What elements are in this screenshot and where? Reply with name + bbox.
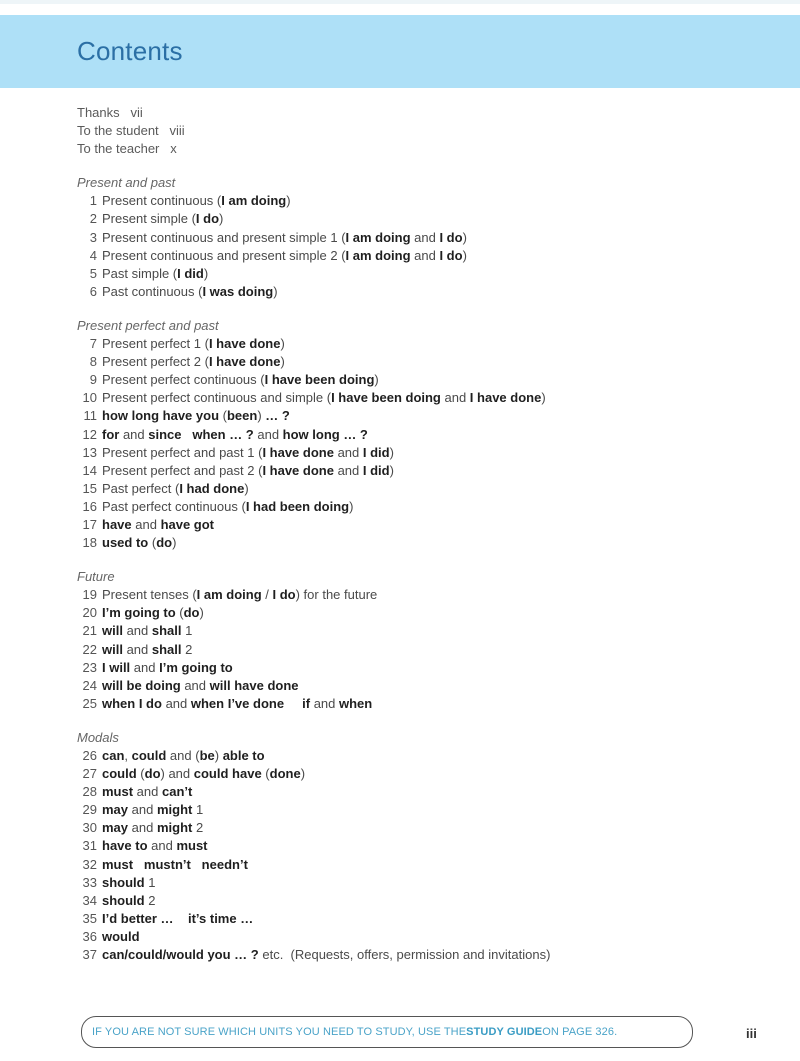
unit-entry[interactable]: [77, 229, 757, 247]
unit-title-text: [284, 696, 302, 711]
unit-title-keyword: I have done: [262, 444, 334, 460]
unit-title-text: and: [440, 390, 470, 406]
unit-entry[interactable]: [77, 265, 757, 283]
unit-entry[interactable]: [77, 928, 757, 946]
unit-number: 11: [83, 408, 97, 424]
unit-number: 12: [82, 426, 97, 442]
unit-title-text: and: [310, 695, 339, 711]
front-matter-label: To the student: [77, 123, 159, 139]
unit-number: 31: [82, 838, 97, 854]
unit-number: 6: [89, 283, 97, 299]
unit-title: [102, 389, 546, 407]
unit-title-keyword: I have done: [469, 390, 542, 406]
unit-title-keyword: when: [339, 695, 373, 711]
unit-title-text: and: [131, 516, 161, 532]
unit-title-keyword: have: [102, 516, 132, 532]
unit-title-text: ): [219, 211, 224, 227]
unit-number: 7: [89, 336, 97, 352]
unit-number: 24: [82, 677, 97, 693]
unit-entry[interactable]: [77, 534, 757, 552]
unit-title: [102, 695, 372, 713]
unit-title-text: and: [333, 462, 363, 478]
unit-title-keyword: shall: [151, 641, 182, 657]
unit-title: [102, 283, 278, 301]
unit-title-keyword: I do: [272, 587, 296, 603]
unit-number: 15: [82, 480, 97, 496]
unit-title-keyword: must: [102, 784, 134, 800]
unit-entry[interactable]: [77, 946, 757, 964]
unit-title-keyword: I have done: [262, 462, 334, 478]
unit-title-keyword: I did: [362, 444, 390, 460]
unit-entry[interactable]: [77, 783, 757, 801]
unit-title-keyword: I am doing: [345, 229, 411, 245]
unit-title-keyword: should: [102, 874, 145, 890]
unit-title: [102, 210, 223, 228]
unit-title-keyword: for: [102, 426, 120, 442]
unit-title-text: and: [161, 695, 191, 711]
unit-title-text: Past simple (: [102, 265, 178, 281]
unit-title-keyword: might: [156, 820, 193, 836]
unit-number: 34: [82, 892, 97, 908]
unit-title-text: ) and: [160, 766, 194, 782]
unit-title: [102, 229, 467, 247]
unit-title: [102, 874, 155, 892]
unit-title-keyword: shall: [151, 623, 182, 639]
unit-number: 30: [82, 820, 97, 836]
unit-title-text: and: [128, 820, 157, 836]
unit-number: 16: [82, 498, 97, 514]
unit-title-text: Past perfect continuous (: [102, 498, 246, 514]
unit-number: 5: [89, 265, 97, 281]
unit-title: [102, 247, 467, 265]
unit-title-keyword: I will: [102, 659, 131, 675]
unit-title-text: and: [410, 229, 440, 245]
unit-number: 1: [89, 193, 97, 209]
unit-title-keyword: able to: [222, 748, 265, 763]
unit-title: [102, 801, 203, 819]
unit-title-text: Present continuous (: [102, 193, 222, 209]
unit-title-keyword: I had done: [179, 480, 245, 496]
unit-title-text: and: [122, 623, 152, 639]
unit-title: [102, 783, 192, 801]
unit-number: 26: [82, 748, 97, 763]
unit-title-text: ): [374, 372, 379, 388]
unit-title-keyword: when I’ve done: [190, 695, 285, 711]
unit-title-text: and: [410, 247, 440, 263]
contents-list: [77, 104, 757, 964]
unit-title-text: /: [261, 587, 273, 603]
unit-title-text: Present perfect 1 (: [102, 336, 209, 352]
unit-title-text: (: [219, 408, 227, 424]
unit-title-text: ): [199, 605, 204, 621]
unit-title-keyword: I am doing: [196, 587, 262, 603]
unit-title: [102, 534, 176, 552]
unit-entry[interactable]: [77, 604, 757, 622]
unit-entry[interactable]: [77, 765, 757, 783]
study-guide-note-page: ON PAGE 326.: [542, 1026, 618, 1038]
front-matter-label: Thanks: [77, 105, 120, 120]
unit-title: [102, 659, 233, 677]
unit-title-text: ): [462, 229, 467, 245]
unit-number: 13: [82, 444, 97, 460]
unit-title-text: ): [257, 408, 266, 424]
unit-title: [102, 622, 192, 640]
section-heading: Future: [77, 569, 115, 585]
unit-title-keyword: I do: [195, 211, 220, 227]
unit-number: 27: [82, 766, 97, 782]
front-matter: [77, 104, 757, 158]
unit-title: [102, 604, 204, 622]
unit-title-keyword: have to: [102, 838, 148, 854]
unit-title: [102, 892, 155, 910]
section-heading: Present and past: [77, 175, 176, 191]
unit-title: [102, 444, 394, 462]
unit-title: [102, 677, 299, 695]
unit-title: [102, 426, 368, 444]
section-heading: Present perfect and past: [77, 317, 219, 333]
unit-title: [102, 765, 305, 783]
unit-entry[interactable]: [77, 516, 757, 534]
page-title: Contents: [77, 36, 183, 66]
unit-title: [102, 928, 140, 946]
unit-entry[interactable]: [77, 641, 757, 659]
unit-title-keyword: will have done: [209, 677, 299, 693]
unit-number: 9: [89, 372, 97, 388]
unit-title-text: [182, 427, 193, 442]
unit-title-text: Present perfect continuous and simple (: [102, 390, 332, 406]
unit-title-text: Past perfect (: [102, 480, 180, 496]
unit-title-text: (: [175, 605, 184, 621]
unit-title-keyword: may: [102, 802, 129, 818]
unit-title-keyword: I do: [439, 247, 463, 263]
unit-number: 37: [82, 947, 97, 963]
unit-title-text: Present perfect continuous (: [102, 372, 265, 388]
front-matter-page: viii: [169, 123, 185, 139]
unit-entry[interactable]: [77, 659, 757, 677]
unit-title-text: ): [244, 480, 249, 496]
unit-title-keyword: I do: [439, 229, 463, 245]
unit-title-keyword: will: [102, 641, 123, 657]
section-heading: Modals: [77, 729, 119, 745]
unit-title: [102, 516, 214, 534]
unit-title-keyword: I’m going to: [102, 605, 176, 621]
unit-title-keyword: can’t: [161, 784, 193, 800]
unit-entry[interactable]: [77, 192, 757, 210]
unit-title-text: etc. (Requests, offers, permission and invitations): [258, 947, 551, 963]
unit-number: 29: [82, 802, 97, 818]
unit-title-keyword: I had been doing: [245, 498, 350, 514]
unit-title-text: Present simple (: [102, 211, 196, 227]
unit-title-keyword: how long have you: [102, 408, 220, 424]
unit-title-keyword: I have been doing: [264, 372, 375, 388]
unit-number: 35: [82, 910, 97, 926]
unit-entry[interactable]: [77, 856, 757, 874]
unit-title-keyword: could have: [193, 766, 262, 782]
unit-entry[interactable]: [77, 247, 757, 265]
unit-title-text: ): [389, 444, 394, 460]
unit-number: 36: [82, 928, 97, 944]
unit-title-text: ): [462, 247, 467, 263]
unit-title: [102, 747, 265, 765]
unit-entry[interactable]: [77, 335, 757, 353]
unit-title: [102, 946, 550, 964]
unit-title-keyword: if: [302, 695, 311, 711]
unit-title-text: and (: [166, 748, 200, 763]
unit-title-text: ): [300, 766, 306, 782]
unit-title-keyword: could: [102, 766, 137, 782]
unit-title-text: ): [203, 265, 209, 281]
unit-number: 3: [89, 229, 97, 245]
unit-title-text: ) for the future: [295, 587, 378, 603]
unit-number: 32: [82, 856, 97, 872]
unit-title-text: 2: [192, 820, 204, 836]
unit-entry[interactable]: [77, 426, 757, 444]
study-guide-note-text: IF YOU ARE NOT SURE WHICH UNITS YOU NEED TO STUDY, USE THE: [92, 1026, 467, 1038]
front-matter-to-the-student[interactable]: [77, 122, 757, 140]
unit-title-text: 1: [144, 874, 156, 890]
unit-title-keyword: do: [183, 605, 200, 621]
unit-title-text: Present perfect and past 1 (: [102, 444, 263, 460]
unit-title-text: 1: [181, 623, 193, 639]
unit-number: 23: [82, 659, 97, 675]
unit-entry[interactable]: [77, 910, 757, 928]
unit-title-text: ,: [124, 748, 132, 763]
unit-title-keyword: I was doing: [202, 283, 274, 299]
unit-number: 18: [82, 535, 97, 551]
unit-title-text: Present continuous and present simple 2 (: [102, 247, 346, 263]
unit-number: 21: [82, 623, 97, 639]
unit-number: 25: [82, 695, 97, 711]
top-rule: [0, 0, 800, 4]
unit-number: 10: [82, 390, 97, 406]
unit-title: [102, 641, 192, 659]
unit-number: 2: [89, 211, 97, 227]
unit-entry[interactable]: [77, 747, 757, 765]
unit-title-text: 2: [181, 641, 193, 657]
unit-entry[interactable]: [77, 819, 757, 837]
unit-title-text: and: [133, 784, 162, 800]
unit-number: 17: [82, 516, 97, 532]
front-matter-to-the-teacher[interactable]: [77, 140, 757, 158]
unit-title-keyword: can/could/would you … ?: [102, 947, 259, 963]
unit-title-text: Present perfect and past 2 (: [102, 462, 263, 478]
unit-entry[interactable]: [77, 480, 757, 498]
unit-title-keyword: I’m going to: [159, 659, 233, 675]
contents-section: [77, 174, 757, 301]
unit-title-keyword: have got: [160, 516, 215, 532]
unit-title: [102, 335, 285, 353]
unit-title-keyword: I have been doing: [331, 390, 441, 406]
unit-title-keyword: may: [102, 820, 129, 836]
front-matter-thanks[interactable]: [77, 104, 757, 122]
unit-title-text: (: [148, 535, 157, 551]
unit-title: [102, 819, 203, 837]
unit-title-text: ): [172, 535, 177, 551]
contents-section: [77, 568, 757, 713]
front-matter-page: x: [170, 141, 177, 157]
unit-title-keyword: can: [102, 748, 125, 763]
unit-title-text: and: [122, 641, 152, 657]
unit-title-text: and: [147, 838, 177, 854]
unit-entry[interactable]: [77, 586, 757, 604]
unit-title-keyword: might: [156, 802, 193, 818]
front-matter-label: To the teacher: [77, 141, 160, 157]
contents-section: [77, 317, 757, 552]
unit-title: [102, 192, 291, 210]
unit-title: [102, 586, 377, 604]
unit-entry[interactable]: [77, 498, 757, 516]
unit-entry[interactable]: [77, 210, 757, 228]
unit-number: 8: [89, 354, 97, 370]
unit-entry[interactable]: [77, 462, 757, 480]
unit-title-text: ): [280, 354, 285, 370]
unit-title-text: and: [253, 426, 283, 442]
unit-title-keyword: I did: [177, 265, 204, 281]
unit-entry[interactable]: [77, 389, 757, 407]
contents-section: [77, 729, 757, 964]
unit-title-text: ): [280, 336, 285, 352]
unit-number: 14: [82, 462, 97, 478]
unit-title-keyword: will: [102, 623, 123, 639]
unit-entry[interactable]: [77, 353, 757, 371]
unit-title-text: and: [119, 426, 149, 442]
unit-title-text: 2: [144, 892, 156, 908]
unit-title-keyword: since: [148, 426, 182, 442]
unit-title-text: Past continuous (: [102, 283, 203, 299]
unit-entry[interactable]: [77, 892, 757, 910]
unit-title-keyword: … ?: [265, 408, 290, 424]
unit-title-keyword: when I do: [102, 695, 162, 711]
unit-number: 20: [82, 605, 97, 621]
unit-title-keyword: would: [102, 928, 140, 944]
unit-title: [102, 480, 249, 498]
unit-title: [102, 407, 290, 425]
unit-number: 22: [82, 641, 97, 657]
unit-title-keyword: be: [199, 748, 215, 763]
unit-number: 33: [82, 874, 97, 890]
unit-title-text: ): [214, 748, 223, 763]
unit-title-keyword: will be doing: [102, 677, 181, 693]
unit-title-keyword: could: [131, 748, 167, 763]
unit-entry[interactable]: [77, 874, 757, 892]
unit-title-keyword: I am doing: [345, 247, 411, 263]
unit-number: 4: [89, 247, 97, 263]
unit-title: [102, 856, 248, 874]
unit-title-text: Present perfect 2 (: [102, 354, 209, 370]
unit-title-text: (: [261, 766, 270, 782]
unit-title: [102, 910, 253, 928]
front-matter-page: vii: [130, 105, 143, 120]
unit-title-keyword: I am doing: [221, 193, 287, 209]
unit-number: 28: [82, 784, 97, 800]
unit-title-text: and: [180, 677, 210, 693]
unit-title-text: Present tenses (: [102, 587, 197, 603]
unit-entry[interactable]: [77, 407, 757, 425]
unit-title: [102, 265, 208, 283]
unit-title-keyword: do: [156, 535, 173, 551]
unit-title-text: ): [389, 462, 394, 478]
unit-title-text: ): [349, 498, 354, 514]
unit-entry[interactable]: [77, 801, 757, 819]
unit-entry[interactable]: [77, 283, 757, 301]
unit-title-text: 1: [192, 802, 204, 818]
unit-title-text: ): [273, 283, 278, 299]
unit-title-text: and: [333, 444, 363, 460]
unit-entry[interactable]: [77, 837, 757, 855]
unit-title: [102, 498, 353, 516]
unit-title: [102, 353, 285, 371]
sections: [77, 174, 757, 964]
unit-title: [102, 371, 379, 389]
unit-title-keyword: done: [269, 766, 301, 782]
unit-number: 19: [82, 587, 97, 603]
study-guide-note: [81, 1016, 693, 1048]
unit-entry[interactable]: [77, 677, 757, 695]
unit-title-keyword: must: [176, 838, 208, 854]
unit-title: [102, 462, 394, 480]
unit-title-keyword: been: [226, 408, 258, 424]
study-guide-link[interactable]: STUDY GUIDE: [466, 1026, 543, 1038]
unit-title-text: ): [286, 193, 291, 209]
unit-title-keyword: I have done: [208, 354, 281, 370]
unit-title-text: ): [541, 390, 546, 406]
unit-title-keyword: I have done: [208, 336, 281, 352]
unit-title-keyword: I did: [362, 462, 390, 478]
unit-title-keyword: do: [144, 766, 161, 782]
unit-title-keyword: must mustn’t needn’t: [102, 856, 248, 872]
unit-title-keyword: I’d better … it’s time …: [102, 910, 254, 926]
unit-entry[interactable]: [77, 371, 757, 389]
unit-title-text: and: [130, 659, 160, 675]
unit-entry[interactable]: [77, 622, 757, 640]
unit-title-text: and: [128, 802, 157, 818]
page-number: iii: [746, 1026, 757, 1041]
unit-title-keyword: used to: [102, 535, 149, 551]
unit-title-keyword: how long … ?: [282, 426, 368, 442]
unit-title-keyword: when … ?: [192, 426, 254, 442]
unit-entry[interactable]: [77, 695, 757, 713]
unit-title-text: Present continuous and present simple 1 (: [102, 229, 346, 245]
unit-title: [102, 837, 208, 855]
unit-title-text: (: [136, 766, 145, 782]
unit-entry[interactable]: [77, 444, 757, 462]
unit-title-keyword: should: [102, 892, 145, 908]
